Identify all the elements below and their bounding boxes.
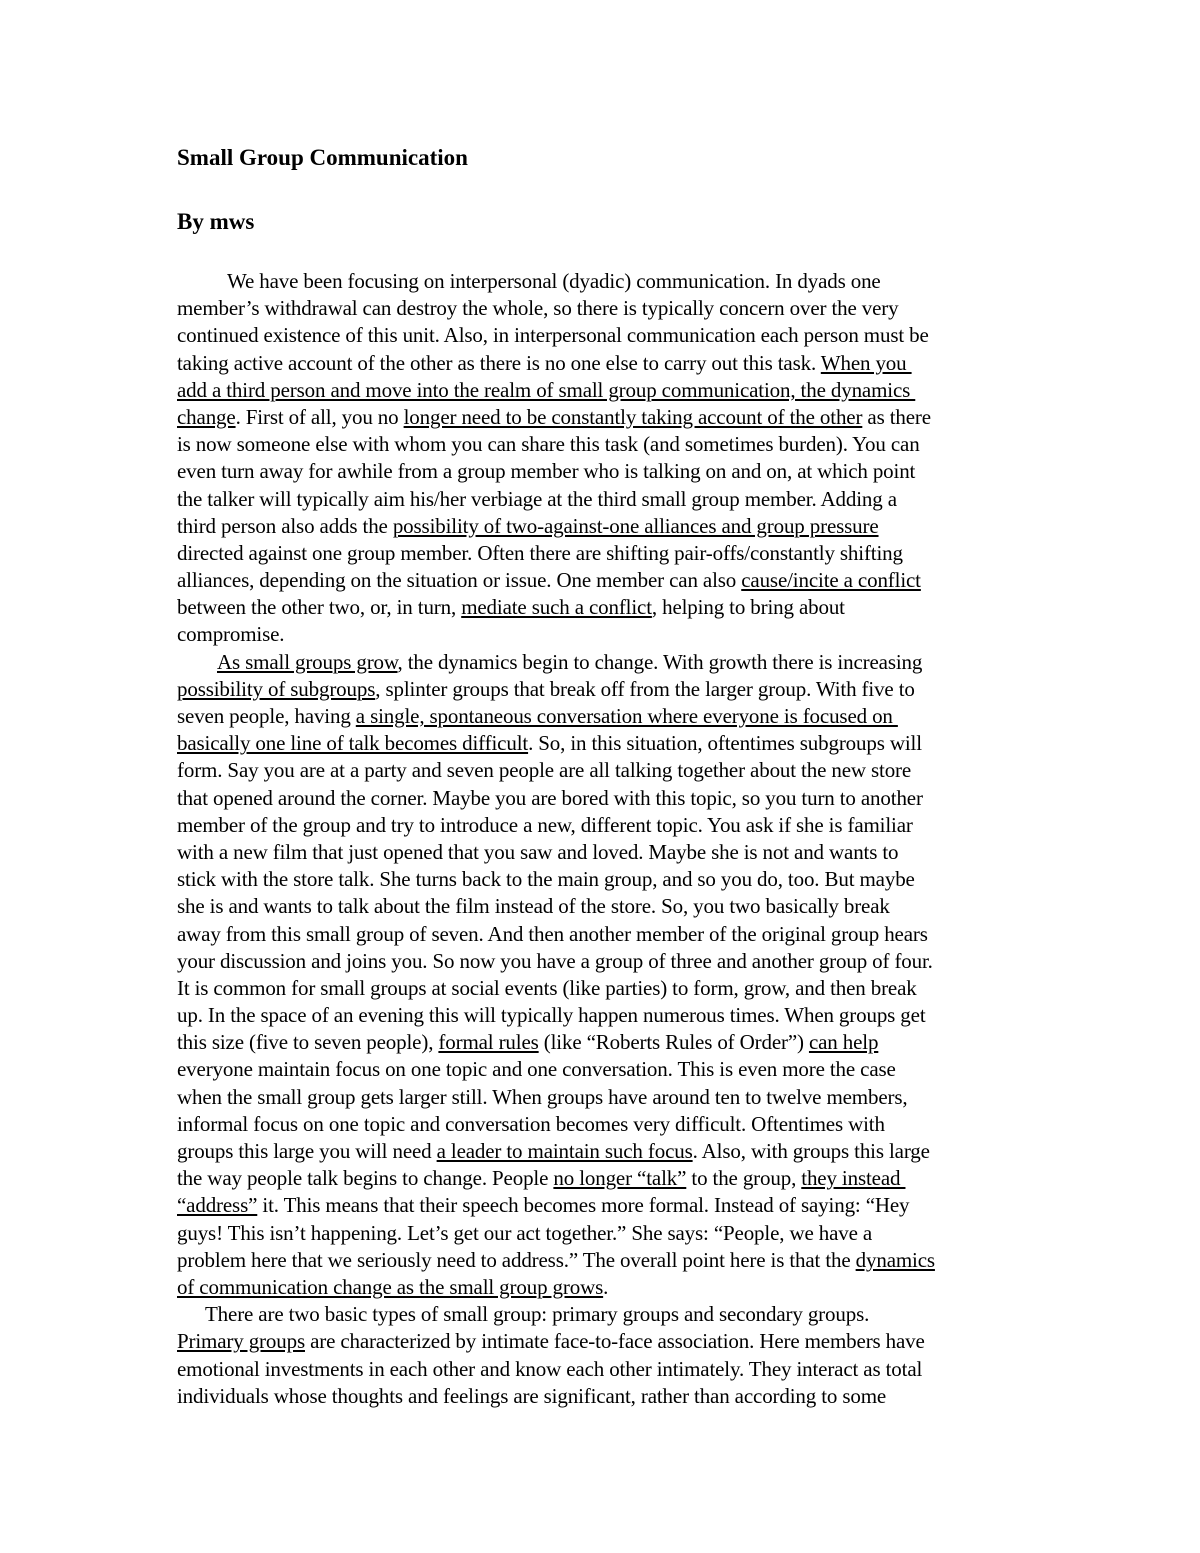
text-segment: with a new film that just opened that you saw and loved. Maybe she is not and wants to — [177, 839, 899, 864]
text-line — [177, 1383, 1057, 1410]
text-line — [177, 730, 1057, 757]
underlined-text: “address” — [177, 1193, 258, 1218]
text-segment: , splinter groups that break off from the larger group. With five to — [375, 676, 915, 701]
text-line — [177, 1029, 1057, 1056]
text-line — [177, 404, 1057, 431]
text-segment: informal focus on one topic and conversation becomes very difficult. Oftentimes with — [177, 1111, 885, 1136]
underlined-text: possibility of two-against-one alliances and group pressure — [392, 513, 879, 538]
underlined-text: a single, spontaneous conversation where everyone is focused on — [355, 704, 898, 728]
text-segment: away from this small group of seven. And then another member of the original group hears — [177, 921, 928, 946]
text-segment: directed against one group member. Often there are shifting pair-offs/constantly shifting — [177, 540, 903, 565]
text-line — [177, 703, 1057, 730]
text-segment: , helping to bring about — [651, 595, 845, 620]
text-line — [177, 1138, 1057, 1165]
text-segment: alliances, depending on the situation or issue. One member can also — [177, 568, 742, 593]
text-line — [177, 1084, 1057, 1111]
underlined-text: basically one line of talk becomes difficult — [177, 731, 529, 756]
text-segment: There are two basic types of small group: primary groups and secondary groups. — [205, 1302, 870, 1327]
text-line — [177, 1247, 1057, 1274]
text-segment: when the small group gets larger still. When groups have around ten to twelve members, — [177, 1084, 908, 1109]
underlined-text: cause/incite a conflict — [741, 568, 921, 593]
text-segment: between the other two, or, in turn, — [177, 595, 462, 620]
underlined-text: mediate such a conflict — [461, 595, 652, 620]
text-segment: . — [603, 1274, 609, 1299]
text-line — [177, 431, 1057, 458]
underlined-text: formal rules — [438, 1030, 539, 1055]
text-line — [177, 322, 1057, 349]
underlined-text: a leader to maintain such focus — [436, 1139, 693, 1163]
document-body — [177, 268, 1057, 1410]
text-line — [177, 921, 1057, 948]
text-segment: . First of all, you no — [235, 404, 404, 429]
text-line — [177, 866, 1057, 893]
text-segment: stick with the store talk. She turns back to the main group, and so you do, too. But maybe — [177, 867, 915, 892]
text-line — [177, 594, 1057, 621]
text-segment: everyone maintain focus on one topic and one conversation. This is even more the case — [177, 1057, 896, 1082]
text-segment: as there — [862, 404, 931, 429]
underlined-text: change — [177, 404, 236, 429]
underlined-text: When you — [820, 350, 912, 375]
text-segment: it. This means that their speech becomes more formal. Instead of saying: “Hey — [257, 1193, 910, 1218]
text-segment: your discussion and joins you. So now you have a group of three and another group of four. — [177, 948, 933, 973]
text-segment: individuals whose thoughts and feelings are significant, rather than according to some — [177, 1383, 887, 1408]
text-line — [177, 540, 1057, 567]
text-line — [177, 812, 1057, 839]
text-line — [177, 1111, 1057, 1138]
text-segment: up. In the space of an evening this will typically happen numerous times. When groups get — [177, 1003, 926, 1028]
document-page — [177, 140, 1057, 1410]
text-line — [177, 1165, 1057, 1192]
text-segment: It is common for small groups at social events (like parties) to form, grow, and then break — [177, 975, 917, 1000]
text-line — [177, 893, 1057, 920]
text-line — [177, 621, 1057, 648]
text-line — [177, 295, 1057, 322]
underlined-text: As small groups grow — [217, 649, 398, 674]
text-line — [177, 839, 1057, 866]
text-line — [177, 567, 1057, 594]
text-segment: she is and wants to talk about the film instead of the store. So, you two basically break — [177, 894, 890, 919]
text-segment: emotional investments in each other and know each other intimately. They interact as total — [177, 1356, 923, 1381]
text-segment: third person also adds the — [177, 513, 393, 538]
text-line — [177, 1274, 1057, 1301]
underlined-text: of communication change as the small group grows — [177, 1274, 604, 1299]
text-segment: are characterized by intimate face-to-face association. Here members have — [304, 1329, 925, 1354]
text-line — [177, 975, 1057, 1002]
text-segment: We have been focusing on interpersonal (dyadic) communication. In dyads one — [227, 269, 881, 293]
text-segment: taking active account of the other as there is no one else to carry out this task. — [177, 350, 821, 375]
underlined-text: they instead — [801, 1166, 906, 1191]
text-line — [177, 757, 1057, 784]
text-line — [177, 785, 1057, 812]
text-segment: compromise. — [177, 622, 285, 647]
text-line — [177, 268, 1057, 295]
underlined-text: longer need to be constantly taking account of the other — [403, 404, 863, 429]
text-segment: continued existence of this unit. Also, in interpersonal communication each person must be — [177, 323, 929, 348]
text-segment: groups this large you will need — [177, 1139, 437, 1163]
text-line — [177, 1328, 1057, 1355]
text-line — [177, 350, 1057, 377]
text-segment: form. Say you are at a party and seven people are all talking together about the new store — [177, 758, 912, 783]
underlined-text: no longer “talk” — [553, 1166, 687, 1191]
text-line — [177, 513, 1057, 540]
text-line — [177, 1056, 1057, 1083]
text-segment: the way people talk begins to change. People — [177, 1166, 554, 1191]
text-segment: problem here that we seriously need to address.” The overall point here is that the — [177, 1247, 856, 1272]
underlined-text: possibility of subgroups — [177, 676, 376, 701]
text-segment: the talker will typically aim his/her verbiage at the third small group member. Adding a — [177, 486, 897, 511]
text-line — [177, 458, 1057, 485]
text-line — [177, 1220, 1057, 1247]
text-line — [177, 1301, 1057, 1328]
text-segment: (like “Roberts Rules of Order”) — [538, 1030, 809, 1055]
text-line — [177, 1356, 1057, 1383]
document-author: By mws — [177, 209, 255, 234]
underlined-text: dynamics — [855, 1247, 935, 1272]
text-line — [177, 676, 1057, 703]
text-segment: this size (five to seven people), — [177, 1030, 439, 1055]
underlined-text: add a third person and move into the realm of small group communication, the dynamics — [177, 377, 916, 402]
text-segment: that opened around the corner. Maybe you are bored with this topic, so you turn to another — [177, 785, 923, 810]
text-segment: is now someone else with whom you can share this task (and sometimes burden). You can — [177, 432, 920, 457]
text-line — [177, 377, 1057, 404]
text-segment: seven people, having — [177, 704, 356, 728]
text-line — [177, 1192, 1057, 1219]
text-segment: even turn away for awhile from a group member who is talking on and on, at which point — [177, 459, 916, 484]
text-line — [177, 649, 1057, 676]
text-segment: guys! This isn’t happening. Let’s get our act together.” She says: “People, we have a — [177, 1220, 873, 1245]
text-segment: . So, in this situation, oftentimes subgroups will — [528, 731, 922, 756]
text-segment: . Also, with groups this large — [692, 1139, 930, 1163]
underlined-text: Primary groups — [177, 1329, 305, 1354]
text-segment: , the dynamics begin to change. With growth there is increasing — [397, 649, 923, 674]
text-segment: member of the group and try to introduce a new, different topic. You ask if she is familiar — [177, 812, 913, 837]
text-segment: member’s withdrawal can destroy the whole, so there is typically concern over the very — [177, 296, 899, 321]
text-line — [177, 948, 1057, 975]
document-title: Small Group Communication — [177, 145, 468, 170]
underlined-text: can help — [808, 1030, 879, 1055]
text-line — [177, 486, 1057, 513]
text-line — [177, 1002, 1057, 1029]
text-segment: to the group, — [686, 1166, 802, 1191]
